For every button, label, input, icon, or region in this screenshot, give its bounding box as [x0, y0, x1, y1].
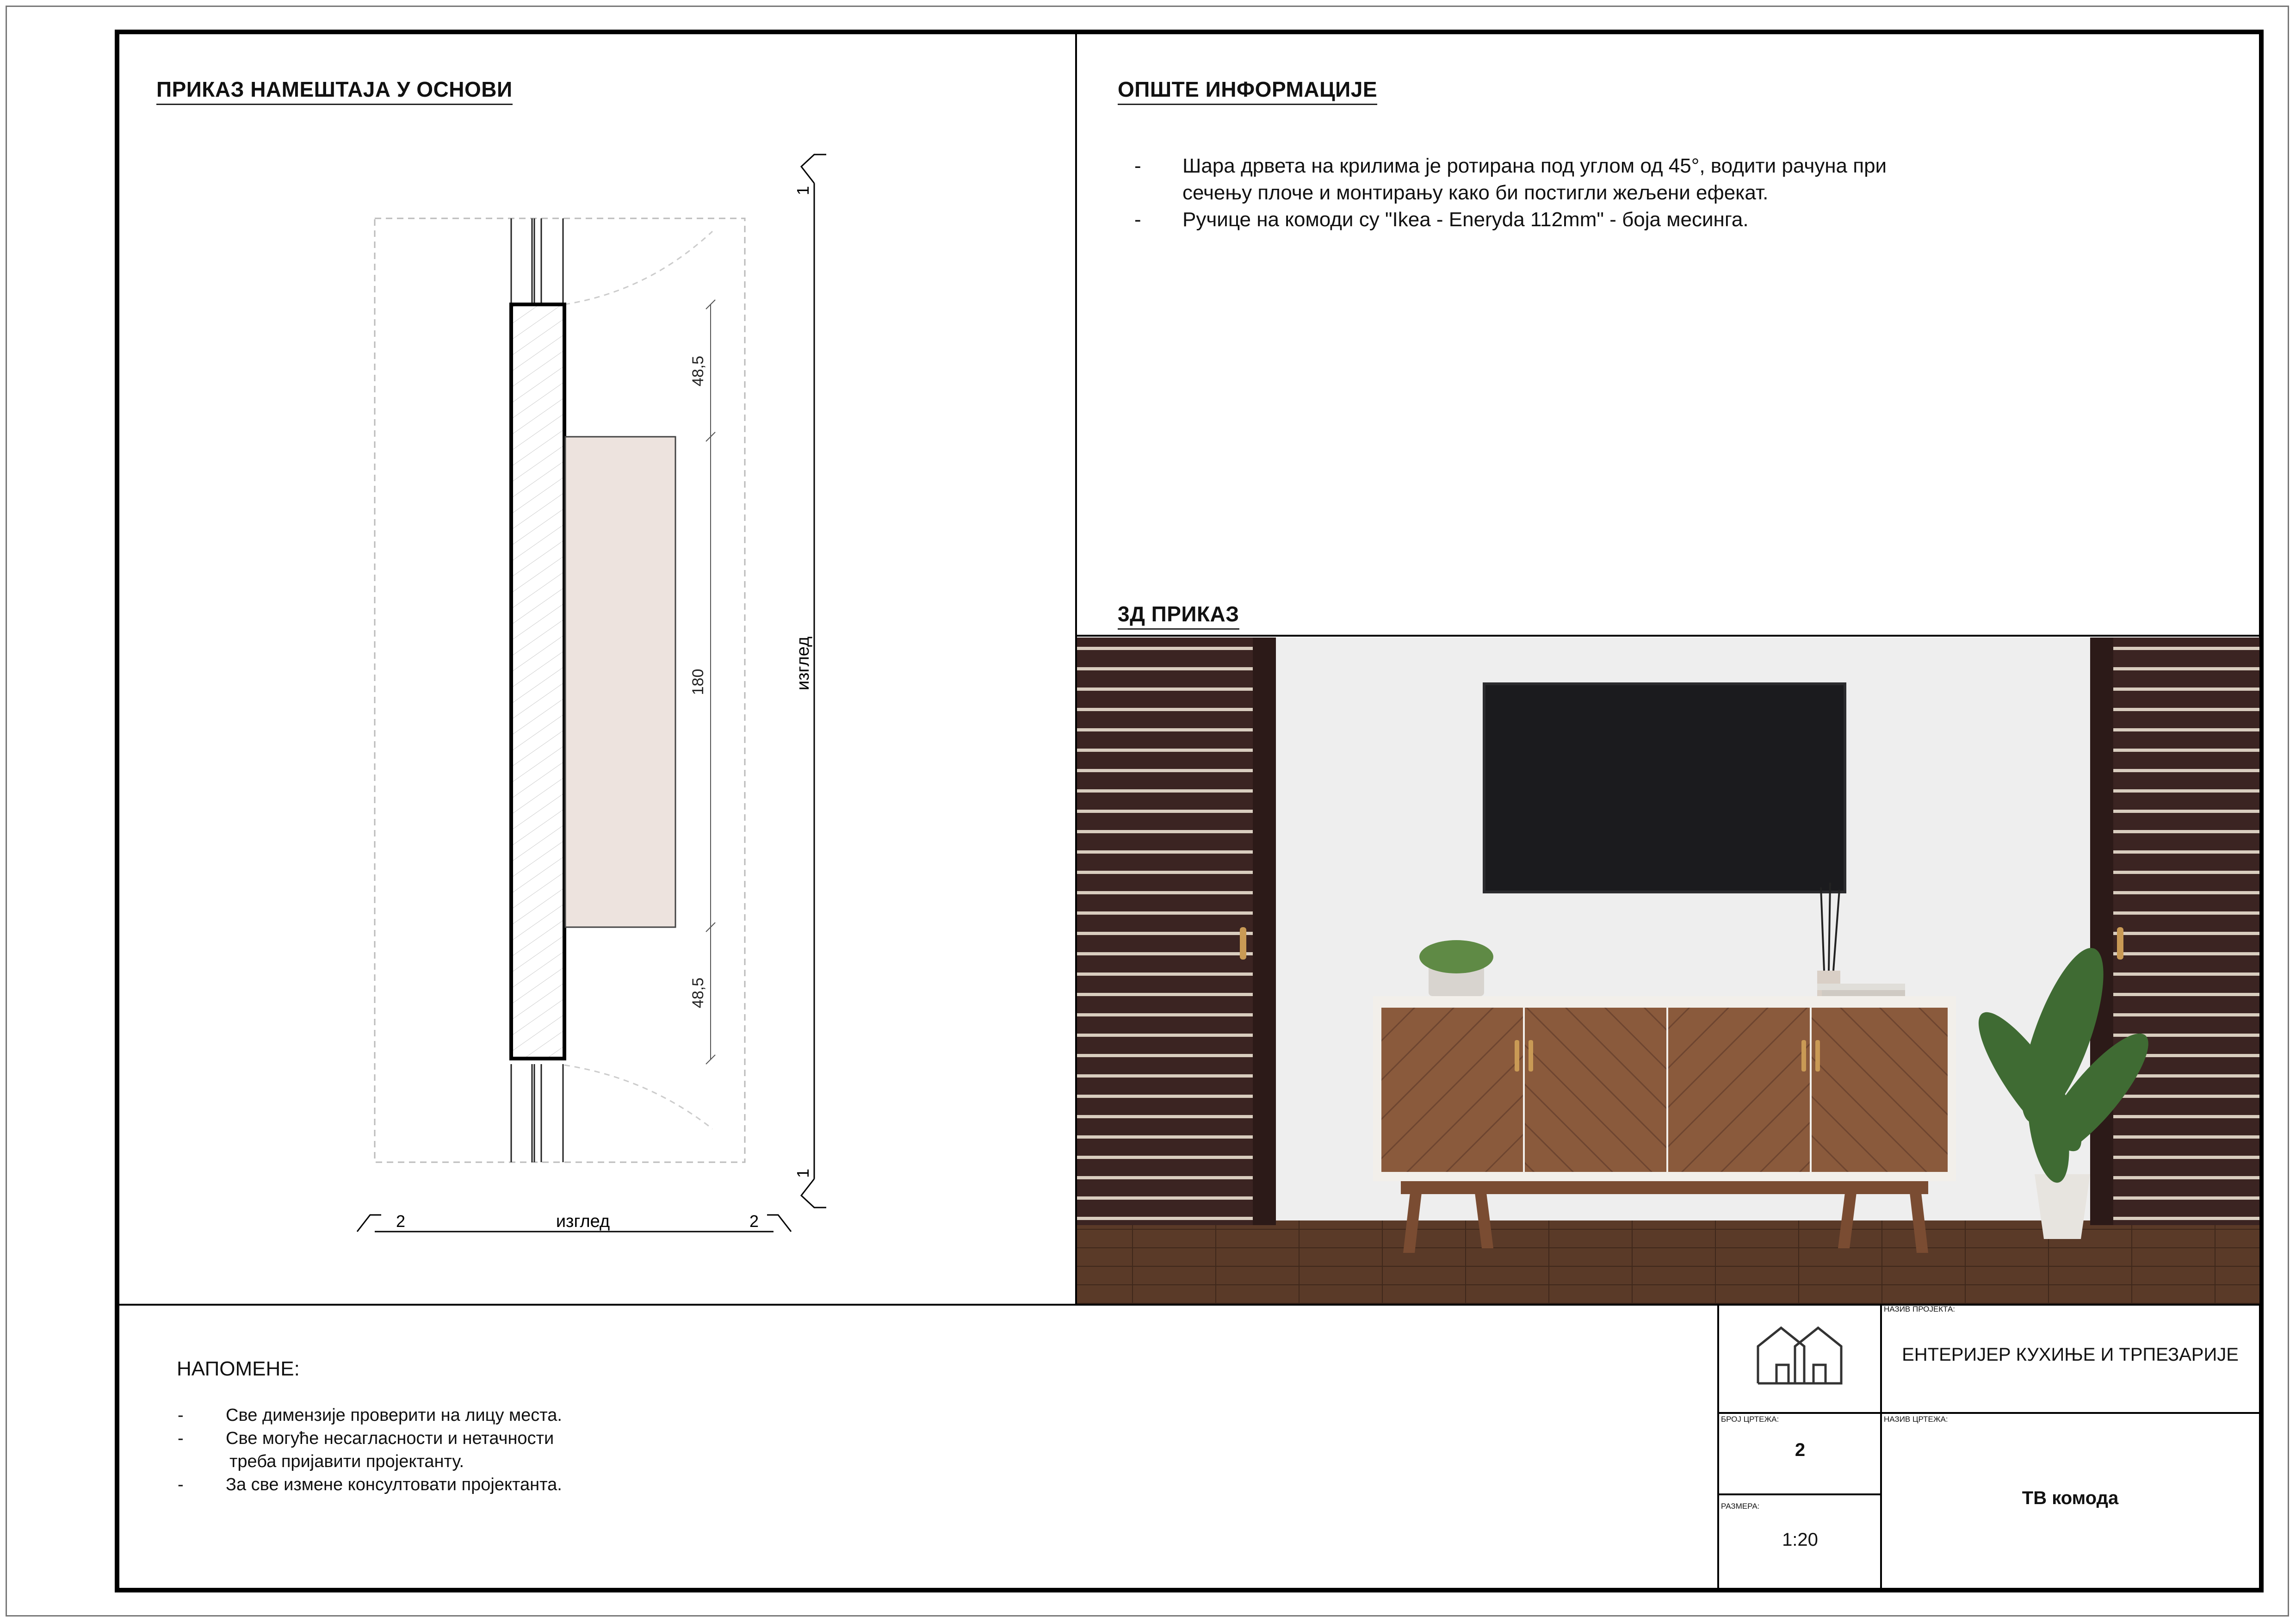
cabinet-handle — [1515, 1040, 1519, 1072]
render-door-right — [2090, 638, 2259, 1225]
door-swing-top — [564, 231, 712, 304]
cabinet-door-2 — [1525, 1008, 1666, 1172]
note-item: - Све димензије проверити на лицу места. — [178, 1404, 562, 1427]
door-handle-right — [2117, 927, 2123, 960]
section-label-vertical: изглед — [793, 636, 813, 691]
info-item: - Ручице на комоди су "Ikea - Eneryda 112mm" - боја месинга. — [1134, 206, 1887, 233]
section-line-horizontal — [352, 1203, 805, 1240]
render-small-plant — [1419, 940, 1493, 973]
cabinet-door-1 — [1381, 1008, 1523, 1172]
drawing-number-label: БРОЈ ЦРТЕЖА: — [1721, 1415, 1779, 1424]
cabinet-door-4 — [1812, 1008, 1948, 1172]
drawing-name: ТВ комода — [2022, 1488, 2119, 1508]
render-title: 3Д ПРИКАЗ — [1118, 601, 1239, 630]
drawing-number: 2 — [1795, 1440, 1806, 1460]
houses-logo-icon — [1753, 1323, 1846, 1388]
render-tv — [1484, 684, 1845, 892]
section-marker-right: 2 — [749, 1212, 759, 1231]
tv-unit-plan — [565, 437, 675, 927]
render-large-pot — [2035, 1174, 2090, 1239]
tb-divider-h2 — [1717, 1493, 1882, 1495]
cabinet-handle — [1815, 1040, 1820, 1072]
info-list — [1134, 153, 1887, 233]
door-swing-bottom — [564, 1065, 712, 1129]
project-name-label: НАЗИВ ПРОЈЕКТА: — [1884, 1305, 1956, 1313]
notes-title: НАПОМЕНЕ: — [177, 1357, 300, 1380]
section-marker-bottom: 1 — [793, 1168, 812, 1178]
info-title: ОПШТЕ ИНФОРМАЦИЈЕ — [1118, 77, 1377, 105]
cabinet-door-3 — [1668, 1008, 1810, 1172]
dimension-label-top: 48,5 — [689, 355, 707, 387]
dimension-label-middle: 180 — [689, 669, 707, 695]
cabinet-handle — [1529, 1040, 1533, 1072]
tb-divider-h1 — [1717, 1412, 2259, 1414]
section-label-horizontal: изглед — [556, 1212, 610, 1231]
note-item: - Све могуће несагласности и нетачности треба пријавити пројектанту. — [178, 1427, 562, 1473]
render-3d-illustration — [1077, 638, 2259, 1304]
render-books — [1817, 984, 1905, 990]
door-handle-left — [1240, 927, 1246, 960]
furniture-plan-drawing — [324, 139, 870, 1249]
drawing-name-label: НАЗИВ ЦРТЕЖА: — [1884, 1415, 1948, 1424]
cabinet-base — [1401, 1181, 1928, 1194]
door-frame-left — [1253, 638, 1276, 1225]
section-marker-top: 1 — [793, 186, 812, 196]
door-frame-right — [2090, 638, 2113, 1225]
plan-title: ПРИКАЗ НАМЕШТАЈА У ОСНОВИ — [156, 77, 513, 105]
scale-label: РАЗМЕРА: — [1721, 1502, 1760, 1511]
render-floor — [1077, 1220, 2259, 1304]
dimension-label-bottom: 48,5 — [689, 977, 707, 1009]
tv-cabinet-plan — [511, 304, 564, 1059]
info-item: - Шара дрвета на крилима је ротирана под углом од 45°, водити рачуна при сечењу плоче и монтирању како би постигли жељени ефекат. — [1134, 153, 1887, 206]
divider-info-render — [1075, 635, 2259, 637]
note-item: - За све измене консултовати пројектанта. — [178, 1473, 562, 1496]
section-marker-left: 2 — [396, 1212, 406, 1231]
cabinet-handle — [1801, 1040, 1806, 1072]
dimension-line — [706, 300, 715, 1064]
notes-list — [178, 1404, 562, 1496]
project-name: ЕНТЕРИЈЕР КУХИЊЕ И ТРПЕЗАРИЈЕ — [1902, 1344, 2239, 1365]
scale-value: 1:20 — [1782, 1530, 1818, 1550]
